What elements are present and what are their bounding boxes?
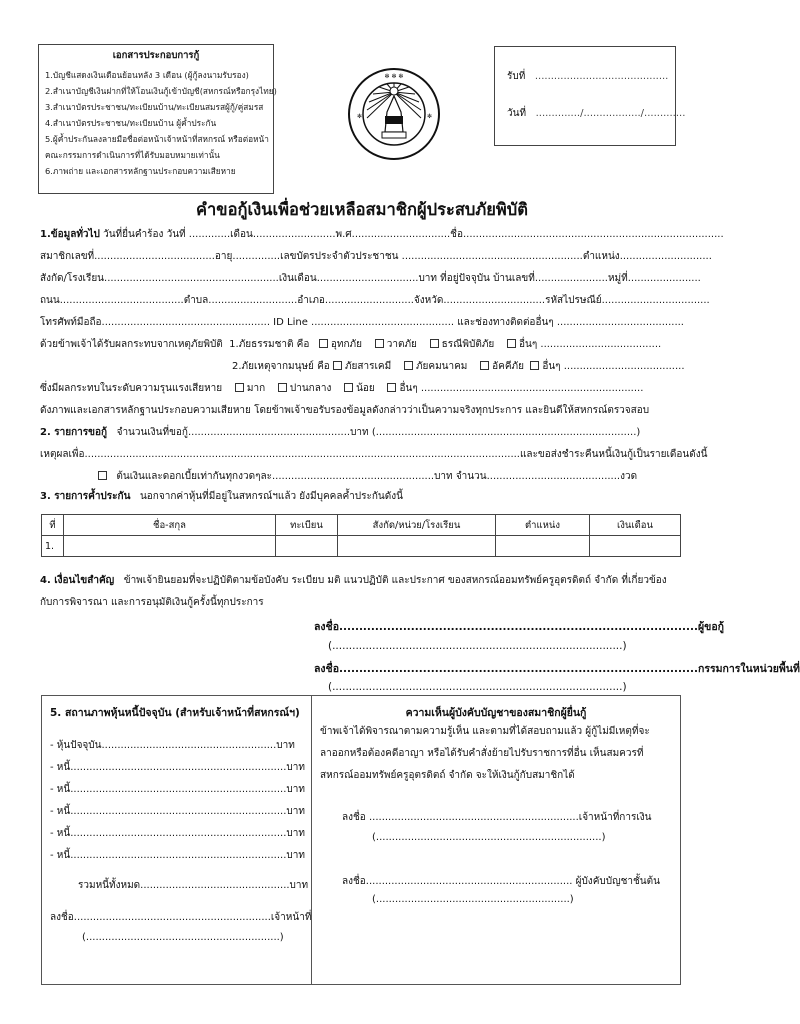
- section1-date-name-field[interactable]: วันที่ยื่นคำร้อง วันที่ .............เดือน..........................พ.ศ...............................ชื่อ..................................................................................: [103, 229, 724, 240]
- svg-text:✻: ✻: [357, 113, 363, 120]
- svg-text:✻: ✻: [427, 113, 433, 120]
- debt-field[interactable]: - หนี้....................................................................บาท: [50, 850, 305, 861]
- supervisor-opinion-box: [311, 695, 681, 985]
- checkbox-moderate[interactable]: ปานกลาง: [278, 383, 331, 394]
- debt-field[interactable]: - หนี้....................................................................บาท: [50, 806, 305, 817]
- form-title: คำขอกู้เงินเพื่อช่วยเหลือสมาชิกผู้ประสบภัยพิบัติ: [196, 200, 528, 219]
- received-date-label: วันที่: [507, 108, 527, 119]
- received-number-row: [507, 69, 669, 84]
- cooperative-seal-logo-icon: [347, 66, 441, 162]
- column-header: เงินเดือน: [590, 515, 681, 536]
- column-header: สังกัด/หน่วย/โรงเรียน: [338, 515, 496, 536]
- checkbox-storm[interactable]: วาตภัย: [375, 339, 417, 350]
- required-document-item: 2.สำเนาบัญชีเงินฝากที่ให้โอนเงินกู้เข้าบัญชี(สหกรณ์หรือกรุงไทย): [45, 86, 277, 96]
- installment-field[interactable]: ต้นเงินและดอกเบี้ยเท่ากันทุกงวดๆละ...................................................บาท จำนวน..........................................งวด: [116, 471, 638, 482]
- receipt-box: [494, 46, 686, 146]
- required-document-item: 4.สำเนาบัตรประชาชน/ทะเบียนบ้าน ผู้ค้ำประกัน: [45, 118, 217, 128]
- received-number-label: รับที่: [507, 71, 526, 82]
- required-document-item: 5.ผู้ค้ำประกันลงลายมือชื่อต่อหน้าเจ้าหน้าที่สหกรณ์ หรือต่อหน้า: [45, 134, 269, 144]
- checkbox-severity-other[interactable]: อื่นๆ ......................................................................: [387, 383, 643, 394]
- received-date-field[interactable]: ............../................../.............: [535, 108, 686, 119]
- table-cell: 1.: [42, 536, 64, 557]
- officer-name-field[interactable]: (.............................................................): [82, 932, 284, 943]
- borrower-name-field[interactable]: (.......................................................................................): [328, 640, 627, 652]
- installment-row: [98, 470, 678, 484]
- required-document-item: 1.บัญชีแสดงเงินเดือนย้อนหลัง 3 เดือน (ผู้กู้ลงนามรับรอง): [45, 70, 249, 80]
- supervisor-opinion-heading: ความเห็นผู้บังคับบัญชาของสมาชิกผู้ยื่นกู้: [405, 707, 587, 719]
- disaster-intro: ด้วยข้าพเจ้าได้รับผลกระทบจากเหตุภัยพิบัติ: [40, 339, 223, 350]
- checkbox-chemical[interactable]: ภัยสารเคมี: [333, 361, 391, 372]
- section1-line-1: [40, 228, 724, 242]
- column-header: ทะเบียน: [276, 515, 338, 536]
- table-row: [42, 536, 681, 557]
- total-debt-field[interactable]: รวมหนี้ทั้งหมด...............................................บาท: [78, 880, 309, 891]
- received-number-field[interactable]: ..........................................: [534, 71, 669, 82]
- column-header: ชื่อ-สกุล: [64, 515, 276, 536]
- manmade-disaster-row: [232, 360, 685, 374]
- required-documents-box: [38, 44, 277, 194]
- checkbox-transport[interactable]: ภัยคมนาคม: [404, 361, 467, 372]
- column-header: ที่: [42, 515, 64, 536]
- committee-name-field[interactable]: (.......................................................................................): [328, 681, 627, 693]
- section3-text: นอกจากค่าหุ้นที่มีอยู่ในสหกรณ์ฯแล้ว ยังมีบุคคลค้ำประกันดังนี้: [139, 491, 403, 502]
- section4-text-2: กับการพิจารณา และการอนุมัติเงินกู้ครั้งนี้ทุกประการ: [40, 597, 264, 608]
- finance-officer-name-field[interactable]: (.......................................................................): [372, 832, 606, 843]
- section1-school-field[interactable]: สังกัด/โรงเรียน.......................................................เงินเดือน................................บาท ที่อยู่ปัจจุบัน บ้านเลขที่.......................หมู่ที่.......................: [40, 273, 701, 284]
- supervisor-opinion-text: ข้าพเจ้าได้พิจารณาตามความรู้เห็น และตามที่ได้สอบถามแล้ว ผู้กู้ไม่มีเหตุที่จะ: [320, 726, 650, 737]
- section4-text: ข้าพเจ้ายินยอมที่จะปฏิบัติตามข้อบังคับ ระเบียบ มติ แนวปฏิบัติ และประกาศ ของสหกรณ์ออมทรัพย์ครูอุตรดิตถ์ จำกัด ที่เกี่ยวข้อง: [123, 575, 667, 586]
- checkbox-earthquake[interactable]: ธรณีพิบัติภัย: [430, 339, 495, 350]
- required-documents-title: เอกสารประกอบการกู้: [112, 50, 200, 61]
- table-header-row: [42, 515, 681, 536]
- section1-contact-field[interactable]: โทรศัพท์มือถือ..................................................... ID Line ............................................. และช่องทางติดต่ออื่นๆ ........................................: [40, 317, 684, 328]
- required-document-item: 6.ภาพถ่าย และเอกสารหลักฐานประกอบความเสียหาย: [45, 166, 236, 176]
- natural-disaster-label: 1.ภัยธรรมชาติ คือ: [229, 339, 310, 350]
- table-cell[interactable]: [276, 536, 338, 557]
- table-cell[interactable]: [590, 536, 681, 557]
- supervisor-name-field[interactable]: (.............................................................): [372, 894, 574, 905]
- supervisor-opinion-text: ลาออกหรือต้องคดีอาญา หรือได้รับคำสั่งย้ายไปรับราชการที่อื่น เห็นสมควรที่: [320, 748, 644, 759]
- section1-address-field[interactable]: ถนน.......................................ตำบล............................อำเภอ............................จังหวัด................................รหัสไปรษณีย์..................................: [40, 295, 710, 306]
- section5-heading: 5. สถานภาพหุ้นหนี้ปัจจุบัน (สำหรับเจ้าหน้าที่สหกรณ์ฯ): [50, 707, 300, 719]
- section3-heading: 3. รายการค้ำประกัน: [40, 491, 131, 502]
- debt-field[interactable]: - หนี้....................................................................บาท: [50, 828, 305, 839]
- guarantor-table: [41, 514, 681, 557]
- borrower-signature-field[interactable]: ลงชื่อ..........................................................................................ผู้ขอกู้: [314, 621, 724, 633]
- current-shares-field[interactable]: - หุ้นปัจจุบัน.......................................................บาท: [50, 740, 295, 751]
- checkbox-natural-other[interactable]: อื่นๆ ......................................: [507, 339, 661, 350]
- required-document-item: คณะกรรมการดำเนินการที่ได้รับมอบหมายเท่านั้น: [45, 150, 220, 160]
- table-cell[interactable]: [64, 536, 276, 557]
- section2-heading: 2. รายการขอกู้: [40, 427, 108, 438]
- svg-text:✻ ✻ ✻: ✻ ✻ ✻: [384, 73, 404, 80]
- committee-signature-field[interactable]: ลงชื่อ..........................................................................................กรรมการในหน่วยพื้นที่: [314, 663, 800, 675]
- loan-reason-field[interactable]: เหตุผลเพื่อ.........................................................................................................................................และขอส่งชำระคืนหนี้เงินกู้เป็นรายเดือนดังนี้: [40, 449, 708, 460]
- section1-heading: 1.ข้อมูลทั่วไป: [40, 229, 100, 240]
- finance-officer-signature-field[interactable]: ลงชื่อ ..................................................................เจ้าหน้าที่การเงิน: [342, 812, 652, 823]
- checkbox-severe[interactable]: มาก: [235, 383, 265, 394]
- debt-field[interactable]: - หนี้....................................................................บาท: [50, 762, 305, 773]
- debt-field[interactable]: - หนี้....................................................................บาท: [50, 784, 305, 795]
- checkbox-manmade-other[interactable]: อื่นๆ ......................................: [530, 361, 684, 372]
- checkbox-equal-installment[interactable]: [98, 471, 110, 482]
- column-header: ตำแหน่ง: [496, 515, 590, 536]
- checkbox-flood[interactable]: อุทกภัย: [319, 339, 362, 350]
- supervisor-signature-field[interactable]: ลงชื่อ................................................................. ผู้บังคับบัญชาชั้นต้น: [342, 876, 660, 887]
- section3-row: [40, 490, 680, 504]
- officer-signature-field[interactable]: ลงชื่อ..............................................................เจ้าหน้าที่: [50, 912, 312, 923]
- checkbox-fire[interactable]: อัคคีภัย: [480, 361, 524, 372]
- table-cell[interactable]: [338, 536, 496, 557]
- supervisor-opinion-text: สหกรณ์ออมทรัพย์ครูอุตรดิตถ์ จำกัด จะให้เงินกู้กับสมาชิกได้: [320, 770, 575, 781]
- severity-label: ซึ่งมีผลกระทบในระดับความรุนแรงเสียหาย: [40, 383, 223, 394]
- section1-member-field[interactable]: สมาชิกเลขที่......................................อายุ...............เลขบัตรประจำตัวประชาชน .........................................................ตำแหน่ง.............................: [40, 251, 712, 262]
- received-date-row: [507, 106, 686, 121]
- manmade-disaster-label: 2.ภัยเหตุจากมนุษย์ คือ: [232, 361, 330, 372]
- section2-amount-row: [40, 426, 680, 440]
- section4-row: [40, 574, 680, 588]
- loan-amount-field[interactable]: จำนวนเงินที่ขอกู้...................................................บาท (..................................................................................): [116, 427, 641, 438]
- natural-disaster-row: [40, 338, 680, 352]
- checkbox-minor[interactable]: น้อย: [344, 383, 375, 394]
- share-debt-status-box: [41, 695, 311, 985]
- table-cell[interactable]: [496, 536, 590, 557]
- certify-text: ดังภาพและเอกสารหลักฐานประกอบความเสียหาย โดยข้าพเจ้าขอรับรองข้อมูลดังกล่าวว่าเป็นความจริงทุกประการ และยินดีให้สหกรณ์ตรวจสอบ: [40, 405, 650, 416]
- required-document-item: 3.สำเนาบัตรประชาชน/ทะเบียนบ้าน/ทะเบียนสมรสผู้กู้/คู่สมรส: [45, 102, 264, 112]
- section4-heading: 4. เงื่อนไขสำคัญ: [40, 575, 115, 586]
- severity-row: [40, 382, 680, 396]
